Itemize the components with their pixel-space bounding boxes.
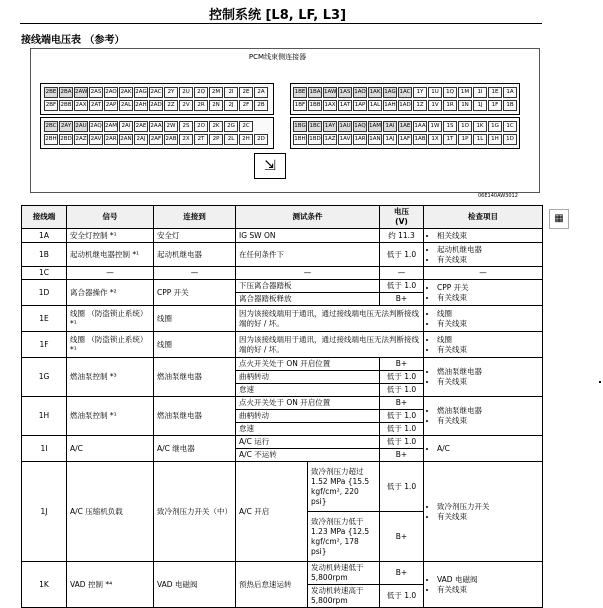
check-item: • 线圈 [437, 309, 539, 319]
connector-pin: 1AN [368, 134, 382, 145]
connector-pin: 1AI [383, 121, 397, 132]
connector-pin: 2AD [149, 100, 163, 111]
connector-pin: 2H [239, 134, 253, 145]
connector-pin: 1AA [413, 121, 427, 132]
connector-pin: 1Q [443, 87, 457, 98]
cell-checks [424, 562, 543, 608]
check-item: • 线圈 [437, 335, 539, 345]
cell-sub-condition: 发动机转速低于 5,800rpm [308, 562, 380, 585]
connector-pin: 2AX [74, 100, 88, 111]
cell-terminal: 1I [22, 436, 67, 462]
connector-pin: 1AG [383, 87, 397, 98]
connector-pin: 2AC [149, 87, 163, 98]
connector-pin: 1AK [368, 87, 382, 98]
figure-id: 06E140AW3012 [478, 193, 518, 199]
cell-checks [424, 397, 543, 436]
connector-pin: 2E [239, 87, 253, 98]
connector-pin: 2BC [44, 121, 58, 132]
cell-signal: 起动机继电器控制 *¹ [67, 243, 154, 267]
connector-pin: 1BF [293, 100, 307, 111]
cell-condition: 下压离合器踏板 [236, 280, 380, 293]
cell-connected-to: VAD 电磁阀 [154, 562, 236, 608]
connector-pin: 2AU [74, 121, 88, 132]
connector-pin: 1BG [293, 121, 307, 132]
cell-checks [424, 243, 543, 267]
table-row [22, 462, 543, 512]
cell-voltage: — [380, 267, 424, 280]
connector-pin: 2M [209, 87, 223, 98]
cell-condition: 在任何条件下 [236, 243, 380, 267]
check-item: • 有关线束 [437, 416, 539, 426]
connector-pin: 2U [179, 87, 193, 98]
pin-row [44, 121, 254, 132]
cell-condition: 曲柄转动 [236, 371, 380, 384]
cell-condition: A/C 不运转 [236, 449, 380, 462]
cell-terminal: 1K [22, 562, 67, 608]
cell-connected-to: 起动机继电器 [154, 243, 236, 267]
connector-pin: 1G [488, 121, 502, 132]
table-header-row [22, 206, 543, 229]
cell-voltage: 低于 1.0 [380, 371, 424, 384]
connector-pin: 1AP [353, 100, 367, 111]
check-item: • 有关线束 [437, 345, 539, 355]
connector-pin: 1AF [398, 134, 412, 145]
page-title: 控制系统 [L8, LF, L3] [208, 8, 347, 23]
cell-condition: 曲柄转动 [236, 410, 380, 423]
check-item: • 燃油泵继电器 [437, 406, 539, 416]
connector-pin: 1H [488, 134, 502, 145]
connector-pin: 2AP [104, 100, 118, 111]
connector-pin: 2BH [44, 134, 58, 145]
connector-pin: 2BE [44, 87, 58, 98]
connector-pin: 2S [179, 121, 193, 132]
connector-pin: 2BD [59, 134, 73, 145]
connector-pin: 1AQ [353, 121, 367, 132]
connector-pin: 2BB [59, 100, 73, 111]
connector-pin: 2Y [164, 87, 178, 98]
table-row [22, 397, 543, 410]
connector-pin: 2D [254, 134, 268, 145]
connector-pin: 1L [473, 134, 487, 145]
cell-voltage: B+ [380, 562, 424, 585]
cell-connected-to: 安全灯 [154, 229, 236, 243]
connector-pin: 1O [458, 121, 472, 132]
cell-terminal: 1H [22, 397, 67, 436]
connector-pin: 1BH [293, 134, 307, 145]
cell-voltage: 低于 1.0 [380, 423, 424, 436]
connector-pin: 1AV [338, 134, 352, 145]
connector-pin: 2X [179, 134, 193, 145]
connector-pin: 1BA [308, 87, 322, 98]
connector-pin: 2Z [164, 100, 178, 111]
table-row [22, 332, 543, 358]
cell-condition: A/C 运行 [236, 436, 380, 449]
connector-pin: 1AW [323, 87, 337, 98]
check-item: • A/C [437, 444, 539, 454]
connector-pin: 2AT [89, 100, 103, 111]
cell-condition: 预热后怠速运转 [236, 562, 308, 608]
cell-signal: 线圈 （防盗锁止系统） *¹ [67, 306, 154, 332]
connector-pin: 2I [224, 87, 238, 98]
connector-pin: 1F [488, 100, 502, 111]
connector-pin: 2AW [74, 87, 88, 98]
cell-connected-to: 燃油泵继电器 [154, 397, 236, 436]
cell-condition: 点火开关处于 ON 开启位置 [236, 397, 380, 410]
cell-terminal: 1G [22, 358, 67, 397]
connector-pin: 2P [209, 134, 223, 145]
connector-pin: 1AX [323, 100, 337, 111]
cell-condition: IG SW ON [236, 229, 380, 243]
cell-condition: 因为该接线端用于通讯，通过接线端电压无法判断接线端的好 / 坏。 [236, 306, 424, 332]
connector-pin: 2BA [59, 87, 73, 98]
title-rule [20, 23, 542, 24]
connector-pin: 2AE [134, 121, 148, 132]
connector-pin: 1S [443, 121, 457, 132]
table-row [22, 436, 543, 449]
connector-pin: 2W [164, 121, 178, 132]
connector-pin: 2C [239, 121, 253, 132]
check-item: • 致冷剂压力开关 [437, 502, 539, 512]
cell-checks [424, 462, 543, 562]
connector-pin: 1AU [338, 121, 352, 132]
check-item: • 燃油泵继电器 [437, 367, 539, 377]
connector-pin: 1A [503, 87, 517, 98]
cell-signal: 燃油泵控制 *¹ [67, 397, 154, 436]
connector-pin: 1W [428, 121, 442, 132]
connector-pin: 1M [458, 87, 472, 98]
connector-pin: 2J [224, 100, 238, 111]
connector-pin: 1K [473, 121, 487, 132]
cell-sub-condition: 发动机转速高于 5,800rpm [308, 585, 380, 608]
cell-connected-to: A/C 继电器 [154, 436, 236, 462]
cell-signal: 燃油泵控制 *³ [67, 358, 154, 397]
cell-sub-condition: 致冷剂压力超过 1.52 MPa {15.5 kgf/cm², 220 psi} [308, 462, 380, 512]
connector-pin: 2AZ [74, 134, 88, 145]
connector-caption: PCM线束侧连接器 [248, 53, 307, 61]
check-item: • CPP 开关 [437, 283, 539, 293]
connector-pin: 2BF [44, 100, 58, 111]
connector-pin: 1BB [308, 100, 322, 111]
check-item: • 有关线束 [437, 319, 539, 329]
connector-pin: 2Q [194, 87, 208, 98]
cell-voltage: B+ [380, 512, 424, 562]
connector-pin: 2AV [89, 134, 103, 145]
header-voltage: 电压 (V) [380, 206, 424, 229]
connector-pin: 2AJ [134, 134, 148, 145]
check-item: • 相关线束 [437, 231, 539, 241]
connector-pin: 1BC [308, 121, 322, 132]
cell-sub-condition: 致冷剂压力低于 1.23 MPa {12.5 kgf/cm², 178 psi} [308, 512, 380, 562]
connector-pin: 1X [428, 134, 442, 145]
cell-connected-to: — [154, 267, 236, 280]
table-row [22, 243, 543, 267]
cell-condition: 怠速 [236, 423, 380, 436]
cell-voltage: 低于 1.0 [380, 280, 424, 293]
connector-pin: 1B [503, 100, 517, 111]
header-connected-to: 连接到 [154, 206, 236, 229]
connector-pin: 2F [239, 100, 253, 111]
connector-pin: 2AS [89, 87, 103, 98]
connector-pin: 1T [443, 134, 457, 145]
connector-view-icon: ⇲ [254, 153, 286, 179]
connector-pin: 2AM [104, 121, 118, 132]
connector-pin: 2AR [104, 134, 118, 145]
cell-terminal: 1E [22, 306, 67, 332]
cell-voltage: 低于 1.0 [380, 384, 424, 397]
cell-checks [424, 332, 543, 358]
cell-signal: 离合器操作 *² [67, 280, 154, 306]
table-row [22, 306, 543, 332]
cell-condition: 因为该接线端用于通讯，通过接线端电压无法判断接线端的好 / 坏。 [236, 332, 424, 358]
terminal-voltage-table [21, 205, 543, 608]
cell-terminal: 1F [22, 332, 67, 358]
cell-signal: A/C 压缩机负载 [67, 462, 154, 562]
cell-voltage: B+ [380, 397, 424, 410]
pin-row [44, 87, 269, 98]
connector-pin: 1AR [353, 134, 367, 145]
header-test-condition: 测试条件 [236, 206, 380, 229]
cell-checks [424, 229, 543, 243]
connector-pin: 2AB [164, 134, 178, 145]
connector-pin: 2AH [134, 100, 148, 111]
cell-checks [424, 436, 543, 462]
connector-pin: 2AN [119, 134, 133, 145]
connector-pin: 2AO [104, 87, 118, 98]
connector-pin: 2V [179, 100, 193, 111]
cell-terminal: 1J [22, 462, 67, 562]
connector-pin: 2AL [119, 100, 133, 111]
cell-checks [424, 358, 543, 397]
connector-pin: 1AT [338, 100, 352, 111]
check-item: • VAD 电磁阀 [437, 575, 539, 585]
connector-pin: 2AQ [89, 121, 103, 132]
connector-pin: 1AY [323, 121, 337, 132]
header-check-items: 检查项目 [424, 206, 543, 229]
cell-voltage: 约 11.3 [380, 229, 424, 243]
connector-pin: 2O [194, 121, 208, 132]
cell-terminal: 1D [22, 280, 67, 306]
connector-pin: 2R [194, 100, 208, 111]
connector-pin: 1N [458, 100, 472, 111]
connector-pin: 1AE [398, 121, 412, 132]
connector-pin: 2AK [119, 87, 133, 98]
connector-pin: 2A [254, 87, 268, 98]
connector-pin: 1AM [368, 121, 382, 132]
cell-condition: A/C 开启 [236, 462, 308, 562]
cell-voltage: 低于 1.0 [380, 462, 424, 512]
connector-pin: 1AB [413, 134, 427, 145]
connector-pin: 2AY [59, 121, 73, 132]
connector-pin: 1D [503, 134, 517, 145]
connector-pin: 1AZ [323, 134, 337, 145]
connector-pin: 1E [488, 87, 502, 98]
cell-connected-to: 线圈 [154, 332, 236, 358]
connector-pin: 1AL [368, 100, 382, 111]
cell-condition: 离合器踏板释放 [236, 293, 380, 306]
connector-pin: 1AS [338, 87, 352, 98]
header-signal: 信号 [67, 206, 154, 229]
connector-pin: 1AH [383, 100, 397, 111]
connector-pin: 2L [224, 134, 238, 145]
connector-pin: 2G [224, 121, 238, 132]
connector-pin: 1AD [398, 100, 412, 111]
cell-connected-to: 线圈 [154, 306, 236, 332]
connector-pin: 1AO [353, 87, 367, 98]
connector-pin: 1C [503, 121, 517, 132]
cell-voltage: 低于 1.0 [380, 410, 424, 423]
pin-row [293, 100, 518, 111]
cell-voltage: B+ [380, 293, 424, 306]
cell-condition: 点火开关处于 ON 开启位置 [236, 358, 380, 371]
pin-row [293, 87, 518, 98]
table-toggle-icon[interactable]: ▦ [549, 209, 569, 229]
connector-pin: 1U [428, 87, 442, 98]
connector-pin: 1Y [413, 87, 427, 98]
pin-row [293, 134, 518, 145]
cell-signal: — [67, 267, 154, 280]
table-row [22, 229, 543, 243]
cell-checks [424, 280, 543, 306]
connector-pin: 1P [458, 134, 472, 145]
connector-pin: 2AI [119, 121, 133, 132]
table-row [22, 358, 543, 371]
connector-pin: 2AA [149, 121, 163, 132]
check-item: • 有关线束 [437, 293, 539, 303]
connector-pin: 2K [209, 121, 223, 132]
connector-pin: 2AG [134, 87, 148, 98]
pin-row [44, 134, 269, 145]
check-item: • 有关线束 [437, 255, 539, 265]
cell-voltage: 低于 1.0 [380, 436, 424, 449]
cell-connected-to: CPP 开关 [154, 280, 236, 306]
connector-pin: 1V [428, 100, 442, 111]
connector-pin: 1J [473, 100, 487, 111]
connector-pin: 2AF [149, 134, 163, 145]
connector-pin: 2T [194, 134, 208, 145]
cell-checks [424, 306, 543, 332]
cell-condition: — [236, 267, 380, 280]
pin-row [293, 121, 518, 132]
check-item: • 有关线束 [437, 377, 539, 387]
cell-voltage: 低于 1.0 [380, 243, 424, 267]
cell-condition: 怠速 [236, 384, 380, 397]
connector-pin: 2N [209, 100, 223, 111]
pin-row [44, 100, 269, 111]
connector-pin: 1BE [293, 87, 307, 98]
cell-terminal: 1B [22, 243, 67, 267]
connector-pin: 1AC [398, 87, 412, 98]
check-item: • 有关线束 [437, 585, 539, 595]
cell-signal: 安全灯控制 *¹ [67, 229, 154, 243]
cell-signal: A/C [67, 436, 154, 462]
table-row [22, 267, 543, 280]
cell-signal: VAD 控制 *⁴ [67, 562, 154, 608]
cell-terminal: 1C [22, 267, 67, 280]
connector-pin: 2B [254, 100, 268, 111]
cell-voltage: B+ [380, 449, 424, 462]
connector-pin: 1BD [308, 134, 322, 145]
cell-voltage: B+ [380, 358, 424, 371]
cell-voltage: 低于 1.0 [380, 585, 424, 608]
table-row [22, 280, 543, 293]
header-terminal: 接线端 [22, 206, 67, 229]
cell-checks: — [424, 267, 543, 280]
cell-terminal: 1A [22, 229, 67, 243]
cell-connected-to: 致冷剂压力开关（中） [154, 462, 236, 562]
cell-connected-to: 燃油泵继电器 [154, 358, 236, 397]
check-item: • 有关线束 [437, 512, 539, 522]
connector-pin: 1I [473, 87, 487, 98]
connector-pin: 1Z [413, 100, 427, 111]
connector-pin: 1AJ [383, 134, 397, 145]
stray-mark [599, 381, 601, 383]
table-row [22, 562, 543, 585]
cell-signal: 线圈 （防盗锁止系统） *¹ [67, 332, 154, 358]
check-item: • 起动机继电器 [437, 245, 539, 255]
section-title: 接线端电压表 （参考） [21, 35, 125, 46]
connector-pin: 1R [443, 100, 457, 111]
